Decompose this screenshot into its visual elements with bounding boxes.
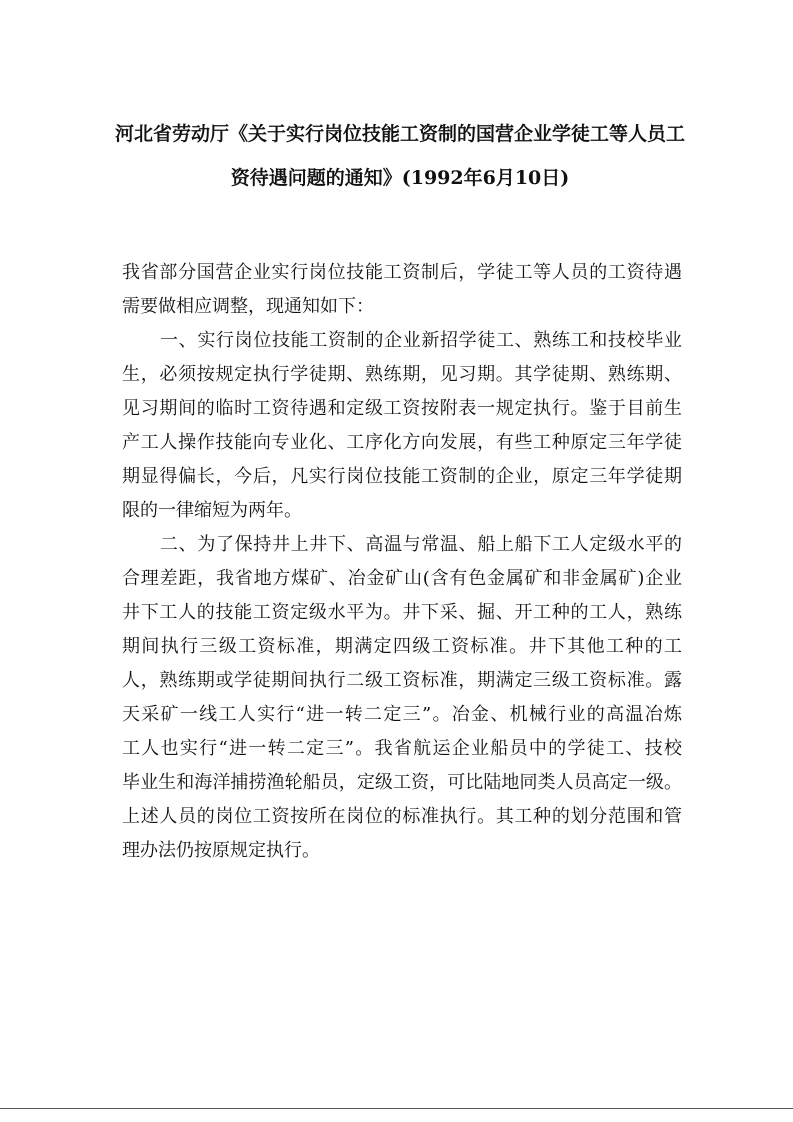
paragraph-3-line-9: 上述人员的岗位工资按所在岗位的标准执行。其工种的划分范围和管 (122, 806, 682, 827)
document-body (122, 256, 682, 868)
paragraph-1-line-2: 需要做相应调整，现通知如下： (122, 296, 374, 317)
paragraph-3-line-3: 井下工人的技能工资定级水平为。井下采、掘、开工种的工人，熟练 (122, 602, 682, 623)
paragraph-2-line-2: 生，必须按规定执行学徒期、熟练期，见习期。其学徒期、熟练期、 (122, 364, 682, 385)
paragraph-3-line-8: 毕业生和海洋捕捞渔轮船员，定级工资，可比陆地同类人员高定一级。 (122, 772, 682, 793)
paragraph-3-line-2: 合理差距，我省地方煤矿、冶金矿山(含有色金属矿和非金属矿)企业 (122, 568, 682, 589)
paragraph-3-line-5: 人，熟练期或学徒期间执行二级工资标准，期满定三级工资标准。露 (122, 670, 682, 691)
paragraph-2-line-6: 限的一律缩短为两年。 (122, 500, 302, 521)
paragraph-2-line-5: 期显得偏长，今后，凡实行岗位技能工资制的企业，原定三年学徒期 (122, 466, 682, 487)
page-bottom-divider (0, 1108, 793, 1109)
paragraph-3-line-4: 期间执行三级工资标准，期满定四级工资标准。井下其他工种的工 (122, 636, 682, 657)
paragraph-2-line-4: 产工人操作技能向专业化、工序化方向发展，有些工种原定三年学徒 (122, 432, 682, 453)
paragraph-3-line-7: 工人也实行“进一转二定三”。我省航运企业船员中的学徒工、技校 (122, 738, 682, 759)
title-line-1: 河北省劳动厅《关于实行岗位技能工资制的国营企业学徒工等人员工 (114, 123, 685, 145)
document-title (95, 112, 705, 200)
title-line-2: 资待遇问题的通知》(1992年6月10日) (230, 167, 570, 189)
paragraph-3-line-1: 二、为了保持井上井下、高温与常温、船上船下工人定级水平的 (160, 534, 682, 555)
paragraph-3-line-10: 理办法仍按原规定执行。 (122, 840, 320, 861)
paragraph-3-line-6: 天采矿一线工人实行“进一转二定三”。冶金、机械行业的高温冶炼 (122, 704, 682, 725)
paragraph-2-line-1: 一、实行岗位技能工资制的企业新招学徒工、熟练工和技校毕业 (160, 330, 682, 351)
paragraph-2-line-3: 见习期间的临时工资待遇和定级工资按附表一规定执行。鉴于目前生 (122, 398, 682, 419)
paragraph-1-line-1: 我省部分国营企业实行岗位技能工资制后，学徒工等人员的工资待遇 (122, 262, 682, 283)
